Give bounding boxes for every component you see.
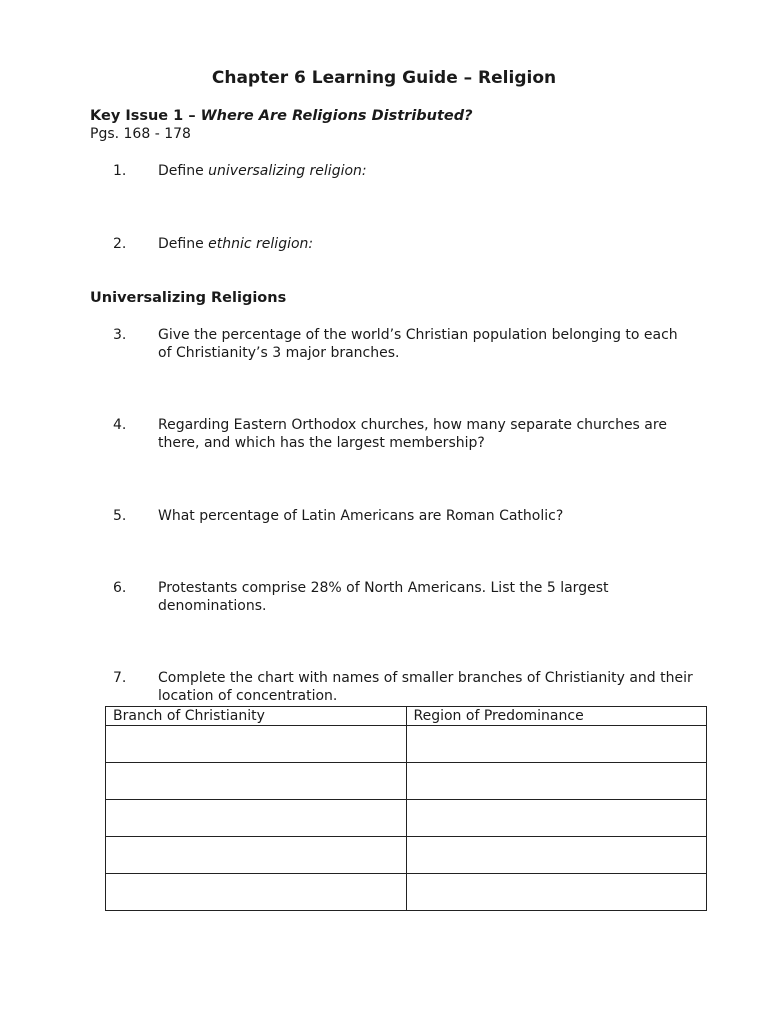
key-issue-heading [90, 108, 473, 124]
question-7 [113, 669, 693, 705]
question-number: 7. [113, 670, 127, 686]
question-text: Complete the chart with names of smaller branches of Christianity and their location of concentration. [158, 670, 693, 704]
branch-cell[interactable] [106, 800, 407, 837]
question-number: 6. [113, 580, 127, 596]
question-5 [113, 507, 693, 525]
question-text: Regarding Eastern Orthodox churches, how many separate churches are there, and which has the largest membership? [158, 417, 667, 451]
table-row [106, 763, 707, 800]
question-text: What percentage of Latin Americans are Roman Catholic? [158, 508, 564, 524]
question-number: 2. [113, 236, 127, 252]
question-number: 4. [113, 417, 127, 433]
table-row [106, 837, 707, 874]
question-4 [113, 416, 693, 452]
define-label: Define [158, 163, 209, 179]
term: universalizing religion: [208, 163, 367, 179]
branch-cell[interactable] [106, 874, 407, 911]
question-text: Give the percentage of the world’s Christian population belonging to each of Christianity’s 3 major branches. [158, 327, 678, 361]
table-row [106, 800, 707, 837]
region-cell[interactable] [406, 800, 707, 837]
table-row [106, 874, 707, 911]
region-cell[interactable] [406, 763, 707, 800]
question-6 [113, 579, 693, 615]
region-cell[interactable] [406, 726, 707, 763]
page-title: Chapter 6 Learning Guide – Religion [211, 68, 557, 88]
term: ethnic religion: [208, 236, 314, 252]
question-number: 3. [113, 327, 127, 343]
region-cell[interactable] [406, 837, 707, 874]
question-text: Protestants comprise 28% of North Americans. List the 5 largest denominations. [158, 580, 609, 614]
header-branch: Branch of Christianity [106, 707, 407, 726]
question-2 [113, 235, 693, 253]
table-row [106, 726, 707, 763]
header-region: Region of Predominance [406, 707, 707, 726]
question-text [158, 162, 693, 180]
question-1 [113, 162, 693, 180]
table-header-row [106, 707, 707, 726]
define-label: Define [158, 236, 209, 252]
branch-cell[interactable] [106, 837, 407, 874]
page-range: Pgs. 168 - 178 [90, 126, 191, 142]
key-issue-label: Key Issue 1 – [90, 108, 201, 124]
branch-cell[interactable] [106, 726, 407, 763]
question-number: 1. [113, 163, 127, 179]
christianity-branches-table [105, 706, 707, 911]
section-heading: Universalizing Religions [90, 290, 287, 306]
key-issue-question: Where Are Religions Distributed? [200, 108, 473, 124]
question-3 [113, 326, 693, 362]
question-text [158, 235, 693, 253]
branch-cell[interactable] [106, 763, 407, 800]
region-cell[interactable] [406, 874, 707, 911]
question-number: 5. [113, 508, 127, 524]
